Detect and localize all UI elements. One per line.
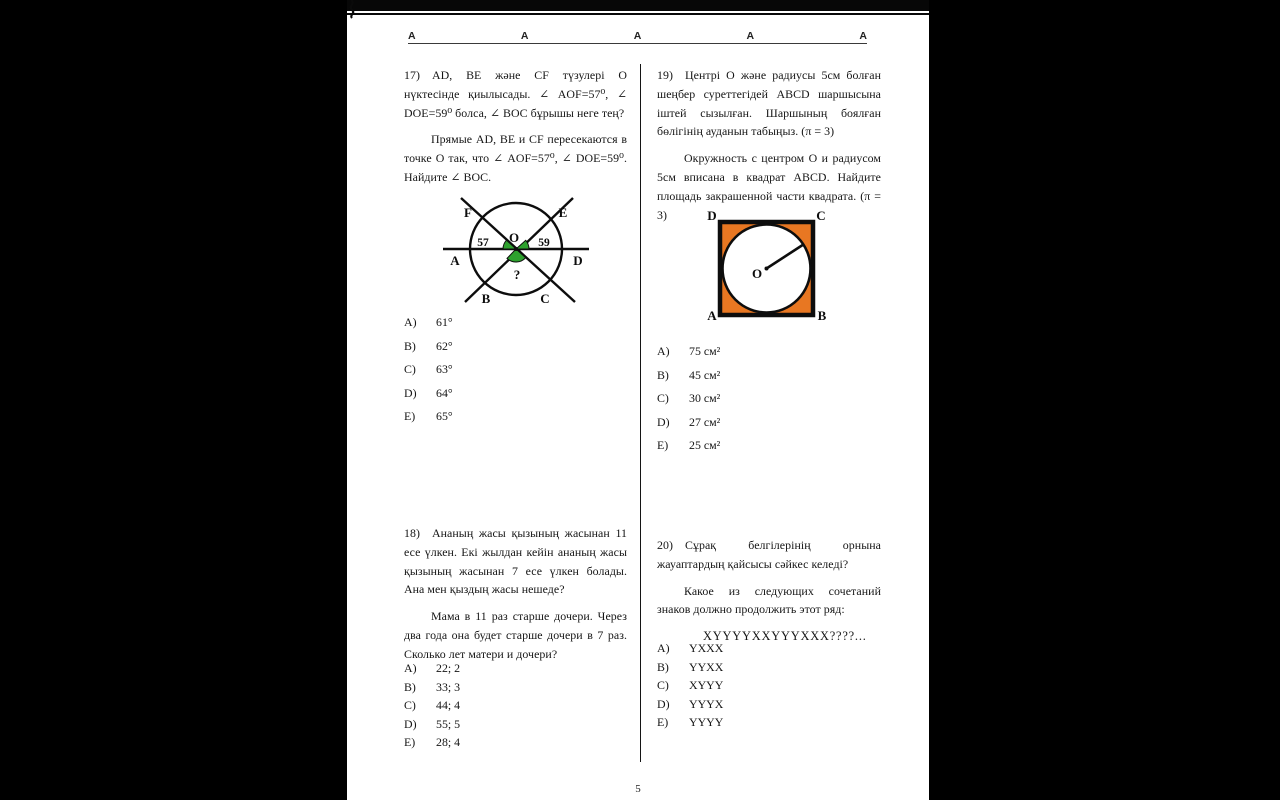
option-value: 63° [436, 362, 453, 376]
option-value: 44; 4 [436, 698, 461, 712]
option-row [657, 344, 881, 368]
option-row [657, 641, 881, 660]
option-label: E) [404, 409, 416, 423]
option-row [404, 735, 627, 754]
option-label: E) [404, 735, 416, 749]
option-label: A) [404, 315, 417, 329]
option-label: B) [657, 367, 669, 382]
option-row [657, 678, 881, 697]
angle-value-57: 57 [476, 237, 489, 249]
option-row [657, 697, 881, 716]
point-O-dot [514, 247, 518, 251]
option-label: A) [404, 661, 417, 675]
header-letter: A [746, 30, 755, 42]
header-letter: A [633, 30, 642, 42]
option-row [657, 715, 881, 734]
option-value: 33; 3 [436, 679, 461, 694]
figure-label-O: O [751, 266, 763, 281]
option-label: C) [404, 362, 416, 376]
point-O-dot [765, 267, 769, 271]
option-label: B) [657, 659, 669, 674]
page-number: 5 [635, 783, 641, 795]
question-19-text-kk: 19) Центрі О және радиусы 5см болған шеңбер суреттегідей ABCD шаршысына іштей сызылған. Шаршының боялған бөлігінің ауданын табыңыз. (π = 3) [657, 68, 881, 139]
question-17 [404, 66, 627, 187]
header-letter: A [859, 30, 867, 42]
figure-q17 [404, 192, 627, 315]
option-value: 27 см² [689, 414, 721, 429]
angle-value-59: 59 [537, 237, 550, 249]
option-value: 28; 4 [436, 735, 461, 749]
option-row [404, 717, 627, 736]
option-label: A) [657, 641, 670, 655]
option-row [404, 680, 627, 699]
options-q18 [404, 661, 627, 754]
option-label: D) [657, 696, 670, 711]
figure-label-B: B [481, 291, 490, 306]
option-label: E) [657, 438, 669, 452]
option-value: YYYY [689, 715, 724, 729]
option-value: 25 см² [689, 438, 721, 452]
question-18-text-ru: Мама в 11 раз старше дочери. Через два года она будет старше дочери в 7 раз. Сколько лет матери и дочери? [404, 609, 627, 661]
option-row [404, 661, 627, 680]
option-value: YXXX [689, 641, 724, 655]
option-label: B) [404, 338, 416, 353]
question-18-text-kk: 18) Ананың жасы қызының жасынан 11 есе үлкен. Екі жылдан кейін ананың жасы қызының жасынан 7 есе үлкен болады. Ана мен қыздың жасы нешеде? [404, 526, 627, 597]
option-value: 45 см² [689, 367, 721, 382]
option-row [657, 415, 881, 439]
option-value: 65° [436, 409, 453, 423]
option-value: 55; 5 [436, 716, 461, 731]
header-letter: A [408, 30, 416, 42]
right-column [657, 0, 881, 800]
figure-label-E: E [558, 205, 567, 220]
option-label: D) [657, 414, 670, 429]
question-17-text-ru: Прямые AD, BE и CF пересекаются в точке О так, что ∠ AOF=57⁰, ∠ DOE=59⁰. Найдите ∠ BOC. [404, 132, 627, 184]
option-value: 61° [436, 315, 453, 329]
figure-label-F: F [463, 205, 472, 220]
figure-label-B: B [817, 308, 827, 321]
question-18 [404, 524, 627, 664]
column-divider [640, 64, 641, 762]
option-value: 64° [436, 385, 453, 400]
question-20-sequence: XYYYYXXYYYXXX????... [703, 629, 867, 644]
option-row [404, 362, 627, 386]
option-row [404, 315, 627, 339]
option-label: C) [404, 698, 416, 712]
figure-label-C: C [816, 208, 826, 223]
figure-label-D: D [707, 208, 717, 223]
figure-label-C: C [539, 291, 550, 306]
option-row [404, 698, 627, 717]
angle-unknown-mark: ? [513, 267, 520, 282]
figure-label-A: A [449, 253, 460, 268]
question-20 [657, 536, 881, 646]
option-label: D) [404, 716, 417, 731]
option-value: 75 см² [689, 344, 721, 358]
question-19 [657, 66, 881, 224]
option-value: 30 см² [689, 391, 721, 405]
figure-q19 [657, 207, 881, 326]
options-q20 [657, 641, 881, 734]
option-value: YYYX [689, 696, 724, 711]
left-column [404, 0, 627, 800]
scan-curl-artifact [347, 0, 359, 20]
option-row [657, 438, 881, 462]
question-20-text-kk: 20) Сұрақ белгілерінің орнына жауаптардың қайсысы сәйкес келеді? [657, 538, 881, 571]
option-label: E) [657, 715, 669, 729]
option-label: C) [657, 678, 669, 692]
header-letter: A [520, 30, 529, 42]
question-20-text-ru: Какое из следующих сочетаний знаков должно продолжить этот ряд: [657, 583, 881, 617]
option-label: A) [657, 344, 670, 358]
option-value: YYXX [689, 659, 724, 674]
question-19-text-ru: Окружность с центром О и радиусом 5см вписана в квадрат ABCD. Найдите площадь закрашенной части квадрата. (π = 3) [657, 151, 881, 222]
option-row [404, 386, 627, 410]
option-label: D) [404, 385, 417, 400]
option-value: 22; 2 [436, 661, 461, 675]
option-row [657, 660, 881, 679]
question-17-text-kk: 17) AD, BE және CF түзулері О нүктесінде қиылысады. ∠ AOF=57⁰, ∠ DOE=59⁰ болса, ∠ BOC бұрышы неге тең? [404, 68, 627, 120]
option-row [404, 339, 627, 363]
figure-label-A: A [707, 308, 717, 321]
option-row [657, 368, 881, 392]
option-label: B) [404, 679, 416, 694]
document-page [347, 0, 929, 800]
figure-label-O: O [508, 230, 519, 245]
option-value: 62° [436, 338, 453, 353]
options-q19 [657, 344, 881, 462]
option-label: C) [657, 391, 669, 405]
option-row [657, 391, 881, 415]
options-q17 [404, 315, 627, 433]
figure-label-D: D [572, 253, 583, 268]
option-value: XYYY [689, 678, 724, 692]
option-row [404, 409, 627, 433]
